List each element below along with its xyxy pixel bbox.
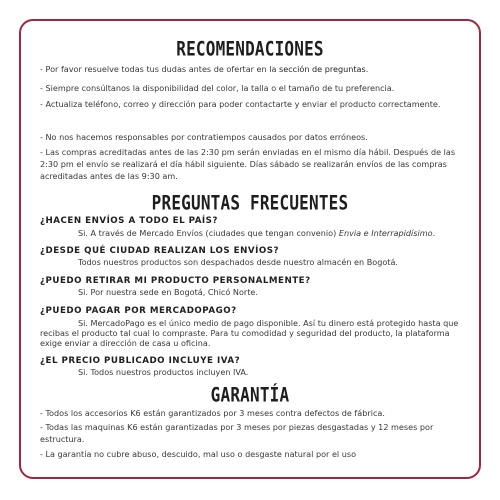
garantia-item: - La garantía no cubre abuso, descuido, mal uso o desgaste natural por el uso	[40, 449, 357, 459]
recomendaciones-heading: RECOMENDACIONES	[176, 37, 324, 61]
faq-answer: Si. Por nuestra sede en Bogotá, Chicó Norte.	[78, 287, 258, 297]
faq-answer: Si. MercadoPago es el único medio de pago disponible. Así tu dinero está protegido hasta que recibas el producto tal cual lo compraste. Para tu comodidad y seguridad del producto, la plataforma exige enviar a dirección de casa u oficina.	[40, 318, 459, 348]
faq-question: ¿DESDE QUÉ CIUDAD REALIZAN LOS ENVÍOS?	[40, 246, 280, 256]
preguntas-link[interactable]: sección de preguntas	[279, 64, 366, 74]
faq-answer: Si. A través de Mercado Envíos (ciudades que tengan convenio) Envia e Interrapidísimo.	[78, 228, 436, 238]
garantia-heading: GARANTÍA	[210, 383, 290, 407]
faq-question: ¿HACEN ENVÍOS A TODO EL PAÍS?	[40, 216, 218, 226]
recomendacion-item: - Actualiza teléfono, correo y dirección para poder contactarte y enviar el producto correctamente.	[40, 99, 441, 109]
faq-question: ¿PUEDO RETIRAR MI PRODUCTO PERSONALMENTE?	[40, 276, 311, 286]
faq-answer: Si. Todos nuestros productos incluyen IVA.	[78, 367, 249, 377]
garantia-item: - Todos los accesorios K6 están garantizados por 3 meses contra defectos de fábrica.	[40, 408, 385, 418]
recomendacion-item: - Por favor resuelve todas tus dudas antes de ofertar en la sección de preguntas.	[40, 64, 369, 74]
faq-question: ¿EL PRECIO PUBLICADO INCLUYE IVA?	[40, 356, 241, 366]
preguntas-heading: PREGUNTAS FRECUENTES	[151, 191, 349, 215]
garantia-item: - Todas las maquinas K6 están garantizadas por 3 meses por piezas desgastadas y 12 meses por estructura.	[40, 422, 434, 444]
faq-question: ¿PUEDO PAGAR POR MERCADOPAGO?	[40, 306, 237, 316]
recomendacion-item: - Siempre consúltanos la disponibilidad del color, la talla o el tamaño de tu preferencia.	[40, 83, 395, 93]
recomendacion-item: - Las compras acreditadas antes de las 2:30 pm serán enviadas en el mismo día hábil. Después de las 2:30 pm el envío se realizará el día hábil siguiente. Días sábado se realizarán envíos de las compras acreditadas antes de las 9:30 am.	[40, 147, 456, 181]
faq-answer: Todos nuestros productos son despachados desde nuestro almacén en Bogotá.	[78, 257, 399, 267]
recomendacion-item: - No nos hacemos responsables por contratiempos causados por datos erróneos.	[40, 132, 368, 142]
